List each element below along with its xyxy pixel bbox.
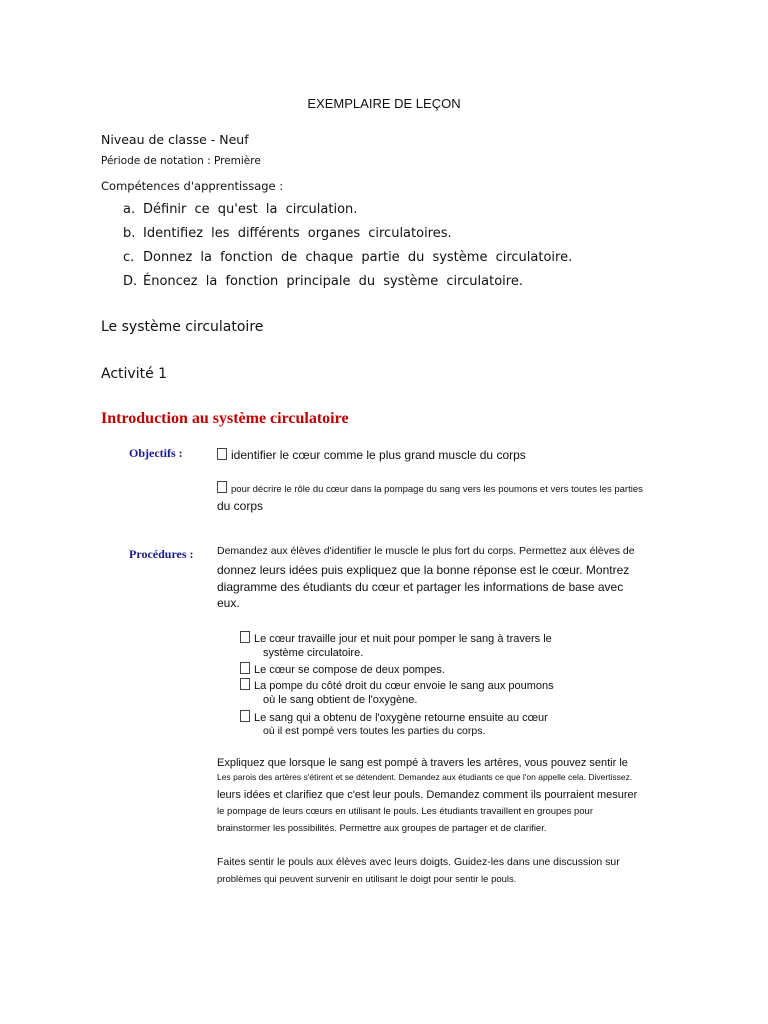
procedure-line: Demandez aux élèves d'identifier le muscle le plus fort du corps. Permettez aux élèves de [217,545,635,557]
checkbox-icon [240,662,250,674]
objectives-label: Objectifs : [129,446,183,460]
fact-continuation: où le sang obtient de l'oxygène. [263,694,418,706]
checkbox-icon [240,710,250,722]
activity-heading: Activité 1 [101,366,168,382]
checkbox-icon [240,631,250,643]
fact-text: Le sang qui a obtenu de l'oxygène retourne ensuite au cœur [254,712,548,724]
pulse-line: Faites sentir le pouls aux élèves avec leurs doigts. Guidez-les dans une discussion sur [217,856,620,868]
checkbox-icon [240,678,250,690]
explain-line: Expliquez que lorsque le sang est pompé à travers les artères, vous pouvez sentir le [217,757,628,769]
explain-line: Les parois des artères s'étirent et se détendent. Demandez aux étudiants ce que l'on appelle cela. Divertissez. [217,772,633,782]
grade-level: Niveau de classe - Neuf [101,132,249,147]
competency-text: Définir ce qu'est la circulation. [143,202,358,217]
competency-text: Identifiez les différents organes circulatoires. [143,226,452,241]
competency-item [123,272,572,296]
explain-line: leurs idées et clarifiez que c'est leur pouls. Demandez comment ils pourraient mesurer [217,789,638,801]
checkbox-icon [217,481,227,493]
explain-line: brainstormer les possibilités. Permettre aux groupes de partager et de clarifier. [217,823,547,834]
fact-continuation: où il est pompé vers toutes les parties du corps. [263,725,486,737]
grading-period: Période de notation : Première [101,155,261,167]
section-title: Introduction au système circulatoire [101,410,349,427]
competency-text: Énoncez la fonction principale du système circulatoire. [143,274,523,289]
fact-text: Le cœur se compose de deux pompes. [254,664,445,676]
objective-item [217,481,643,495]
pulse-line: problèmes qui peuvent survenir en utilisant le doigt pour sentir le pouls. [217,874,517,885]
competency-letter: c. [123,250,135,265]
fact-item [240,662,445,676]
topic-heading: Le système circulatoire [101,319,264,335]
competency-item [123,224,572,248]
fact-text: Le cœur travaille jour et nuit pour pomper le sang à travers le [254,633,552,645]
objective-text: identifier le cœur comme le plus grand muscle du corps [231,448,526,462]
procedure-line: eux. [217,596,240,610]
competency-letter: b. [123,226,136,241]
competencies-list [123,200,572,296]
competency-text: Donnez la fonction de chaque partie du système circulatoire. [143,250,573,265]
procedure-line: donnez leurs idées puis expliquez que la bonne réponse est le cœur. Montrez [217,563,630,577]
procedure-line: diagramme des étudiants du cœur et partager les informations de base avec [217,580,624,594]
document-title: EXEMPLAIRE DE LEÇON [307,96,461,111]
fact-item [240,710,548,724]
explain-line: le pompage de leurs cœurs en utilisant le pouls. Les étudiants travaillent en groupes pour [217,806,593,817]
procedures-label: Procédures : [129,547,194,561]
objective-text: pour décrire le rôle du cœur dans la pompage du sang vers les poumons et vers toutes les parties [231,484,643,495]
competency-item [123,200,572,224]
fact-item [240,678,554,692]
fact-item [240,631,552,645]
checkbox-icon [217,448,227,460]
competency-letter: D. [123,274,138,289]
objective-item [217,448,526,462]
competency-letter: a. [123,202,136,217]
competencies-label: Compétences d'apprentissage : [101,179,284,193]
competency-item [123,248,572,272]
fact-text: La pompe du côté droit du cœur envoie le sang aux poumons [254,680,554,692]
fact-continuation: système circulatoire. [263,647,364,659]
objective-continuation: du corps [217,499,264,513]
